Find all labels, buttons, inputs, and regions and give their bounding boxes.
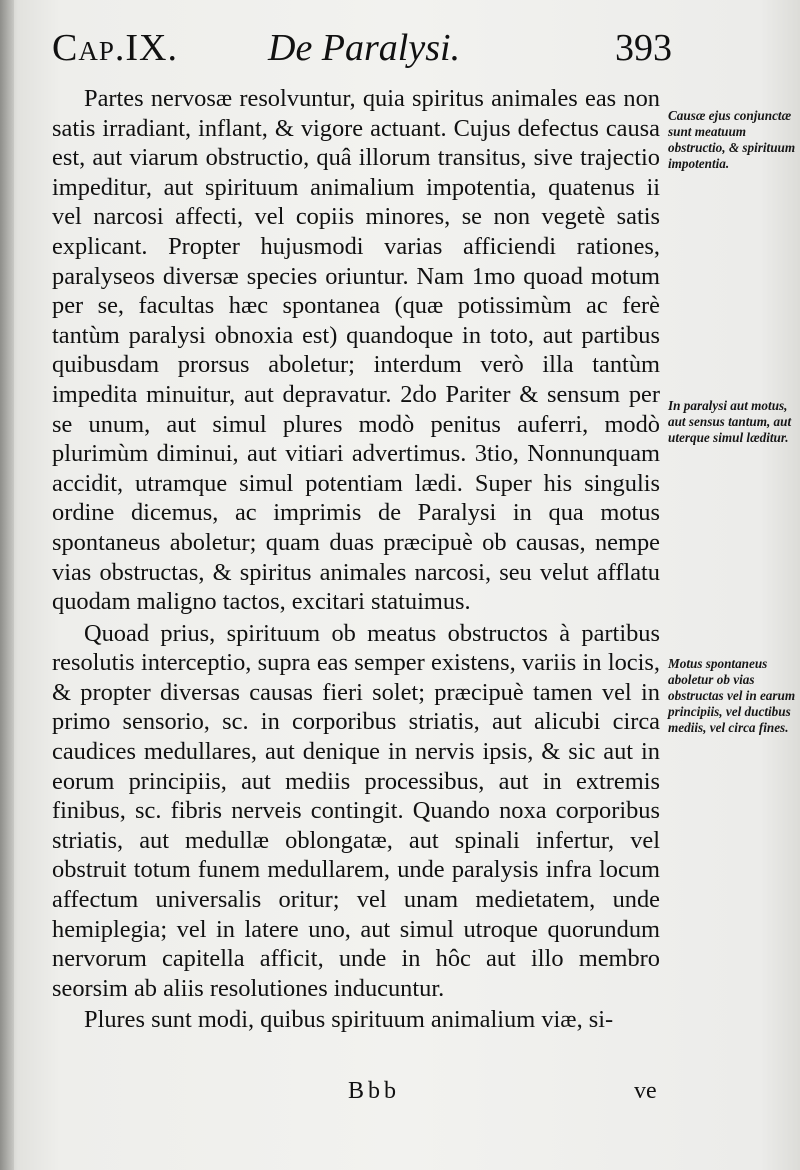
running-header bbox=[0, 18, 800, 78]
page-footer bbox=[0, 1078, 800, 1114]
margin-note-2: In paralysi aut motus, aut sensus tantum, aut uterque simul læditur. bbox=[668, 398, 792, 445]
catchword: ve bbox=[634, 1078, 657, 1104]
gutter-shadow bbox=[0, 0, 14, 1170]
running-title: De Paralysi. bbox=[268, 27, 461, 69]
paragraph-2: Quoad prius, spirituum ob meatus obstructos à partibus resolutis interceptio, supra eas semper existens, variis in locis, & propter diversas causas fieri solet; præcipuè tamen vel in primo sensorio, sc. in corporibus striatis, aut alicubi circa caudices medullares, aut denique in nervis ipsis, & sic aut in eorum principiis, aut mediis processibus, aut in extremis finibus, sc. fibris nerveis contingit. Quando noxa corporibus striatis, aut medullæ oblongatæ, aut spinali infertur, vel obstruit totum funem medullarem, unde paralysis infra locum affectum universalis oritur; vel unam medietatem, unde hemiplegia; vel in latere uno, aut simul utroque quorundum nervorum capitella afficit, unde in hôc aut illo membro seorsim ab aliis resolutiones inducuntur. bbox=[52, 619, 660, 1002]
chapter-label: Cap.IX. bbox=[52, 27, 178, 69]
margin-note-3: Motus spontaneus aboletur ob vias obstructas vel in earum principiis, vel ductibus mediis, vel circa fines. bbox=[668, 656, 796, 735]
paragraph-3: Plures sunt modi, quibus spirituum animalium viæ, si- bbox=[84, 1006, 614, 1034]
page-number: 393 bbox=[615, 27, 672, 69]
signature-mark: Bbb bbox=[348, 1078, 401, 1104]
margin-note-1: Causæ ejus conjunctæ sunt meatuum obstructio, & spirituum impotentia. bbox=[668, 108, 796, 171]
paragraph-1: Partes nervosæ resolvuntur, quia spiritus animales eas non satis irradiant, inflant, & vigore actuant. Cujus defectus causa est, aut viarum obstructio, quâ illorum transitus, sive trajectio impeditur, aut spirituum animalium impotentia, quatenus ii vel narcosi affecti, vel copiis minores, se non vegetè satis explicant. Propter hujusmodi varias afficiendi rationes, paralyseos diversæ species oriuntur. Nam 1mo quoad motum per se, facultas hæc spontanea (quæ potissimùm ac ferè tantùm paralysi obnoxia est) quandoque in toto, aut partibus quibusdam prorsus aboletur; interdum verò illa tantùm impedita minuitur, aut depravatur. 2do Pariter & sensum per se unum, aut simul plures modò penitus auferri, modò plurimùm diminui, aut vitiari advertimus. 3tio, Nonnunquam accidit, utramque simul potentiam lædi. Super his singulis ordine dicemus, ac imprimis de Paralysi in qua motus spontaneus aboletur; quam duas præcipuè ob causas, nempe vias obstructas, & spiritus animales narcosi, seu velut afflatu quodam maligno tactos, excitari statuimus. bbox=[52, 85, 660, 616]
main-text bbox=[52, 84, 660, 1035]
